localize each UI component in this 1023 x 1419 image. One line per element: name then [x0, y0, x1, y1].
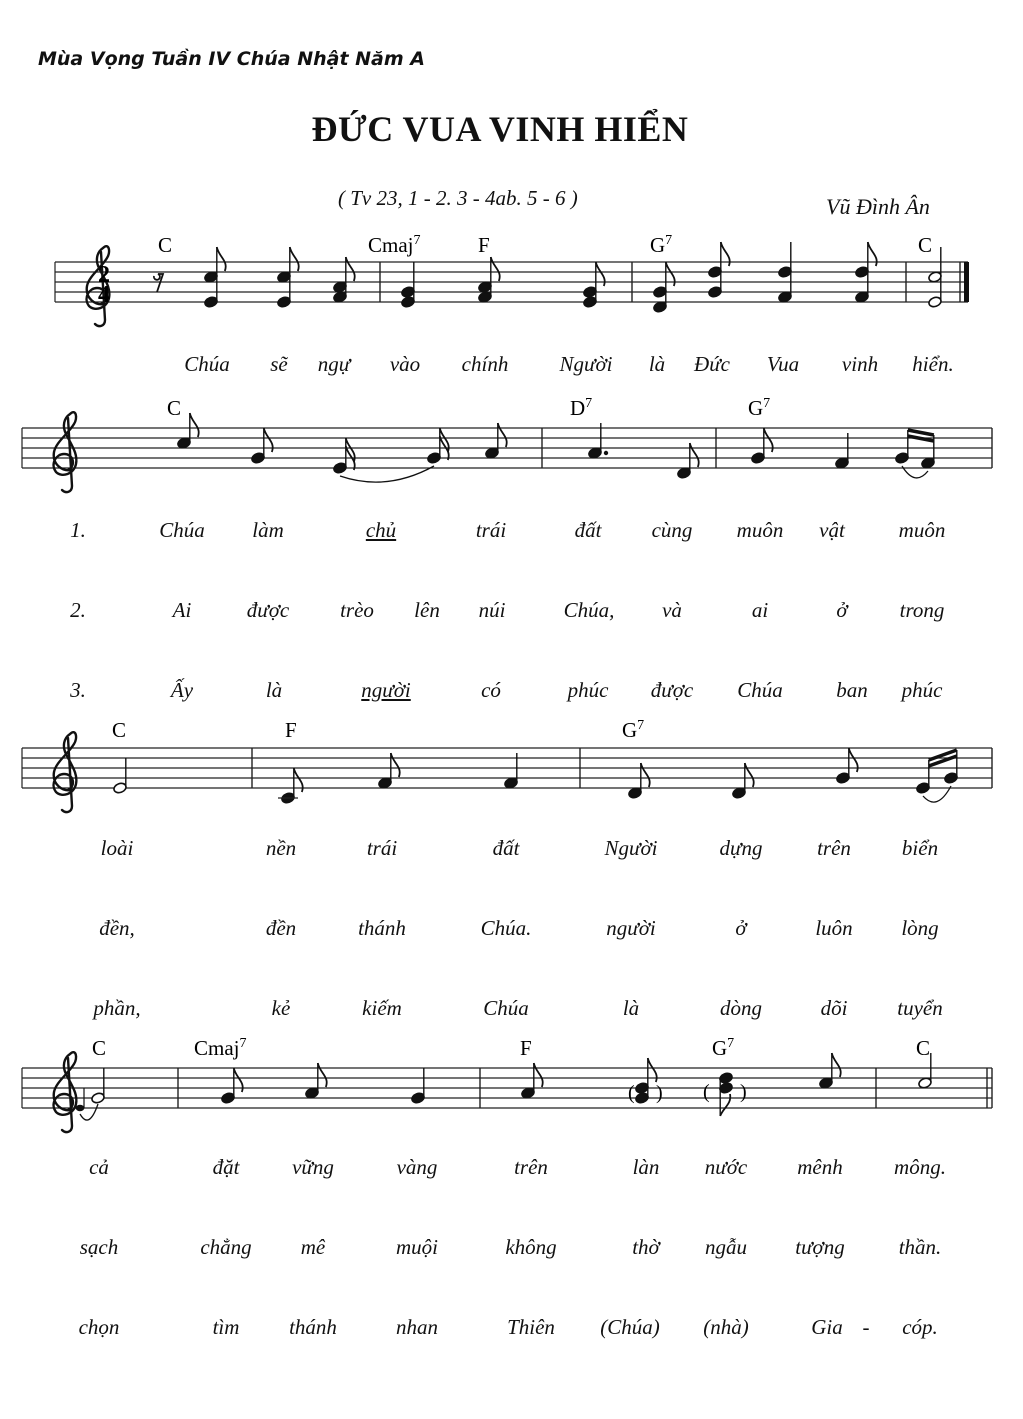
- chord-symbol: C: [92, 1036, 107, 1060]
- lyric-syllable: ai: [751, 598, 769, 622]
- lyric-syllable: kẻ: [271, 996, 291, 1020]
- treble-clef-icon: [54, 732, 77, 812]
- lyric-syllable: hiển.: [912, 352, 954, 376]
- lyric-syllable: phúc: [901, 678, 943, 702]
- lyric-syllable: cùng: [651, 518, 693, 542]
- chord-symbol: $G^7$: [622, 718, 645, 742]
- lyric-syllable: người: [606, 916, 656, 940]
- lyric-syllable: trong: [899, 598, 945, 622]
- lyric-syllable: trái: [475, 518, 507, 542]
- lyric-syllable: dòng: [720, 996, 762, 1020]
- lyric-syllable: cóp.: [902, 1315, 938, 1339]
- note-flag: [491, 257, 500, 281]
- chord-symbol: F: [520, 1036, 532, 1060]
- lyric-syllable: nhan: [396, 1315, 438, 1339]
- lyric-syllable: sẽ: [270, 352, 288, 376]
- lyric-syllable: thánh: [358, 916, 406, 940]
- lyric-syllable: mê: [300, 1235, 326, 1259]
- lyric-syllable: -: [862, 1315, 870, 1339]
- chord-symbol: C: [918, 233, 933, 257]
- lyric-syllable: trên: [817, 836, 851, 860]
- lyric-syllable: thần.: [898, 1235, 942, 1259]
- lyric-syllable: làn: [632, 1155, 660, 1179]
- lyric-syllable: không: [505, 1235, 557, 1259]
- note-flag: [534, 1063, 543, 1087]
- lyric-syllable: nền: [265, 836, 297, 860]
- parenthesis-left: (: [628, 1082, 635, 1104]
- lyric-syllable: ngự: [317, 352, 351, 376]
- parenthesis-right: ): [740, 1081, 747, 1103]
- lyric-syllable: đền: [265, 916, 297, 940]
- lyric-syllable: muôn: [898, 518, 946, 542]
- staff-1: [55, 246, 969, 326]
- lyric-syllable: vững: [292, 1155, 334, 1179]
- lyric-syllable: loài: [100, 836, 134, 860]
- lyric-syllable: là: [648, 352, 666, 376]
- chord-symbol: C: [916, 1036, 931, 1060]
- lyric-syllable: thánh: [289, 1315, 337, 1339]
- lyric-syllable: trên: [514, 1155, 548, 1179]
- lyric-syllable: (Chúa): [600, 1315, 660, 1339]
- lyric-syllable: đất: [574, 518, 602, 542]
- lyric-syllable: người: [361, 678, 411, 702]
- staff-3: [22, 732, 992, 812]
- chord-symbol: F: [285, 718, 297, 742]
- note-flag: [720, 1094, 730, 1116]
- lyric-syllable: Đức: [694, 352, 730, 376]
- lyric-syllable: tìm: [212, 1315, 240, 1339]
- lyric-syllable: dõi: [820, 996, 848, 1020]
- lyric-syllable: Chúa: [159, 518, 205, 542]
- note-flag: [832, 1053, 841, 1077]
- lyric-syllable: thờ: [632, 1235, 660, 1259]
- lyric-syllable: kiếm: [362, 996, 402, 1020]
- parenthesis-right: ): [656, 1082, 663, 1104]
- time-signature-bottom: 4: [98, 282, 110, 308]
- lyric-syllable: muôn: [736, 518, 784, 542]
- note-flag: [217, 247, 226, 271]
- note-beam: [908, 436, 934, 441]
- lyric-syllable: Vua: [766, 352, 800, 376]
- lyric-syllable: Chúa,: [563, 598, 615, 622]
- lyric-syllable: chọn: [78, 1315, 120, 1339]
- lyric-syllable: được: [246, 598, 290, 622]
- staff-4: [22, 1052, 992, 1132]
- lyric-syllable: ngẫu: [705, 1235, 747, 1259]
- lyric-syllable: làm: [252, 518, 284, 542]
- lyric-syllable: tuyển: [897, 996, 943, 1020]
- chord-symbol: C: [112, 718, 127, 742]
- note-flag: [641, 763, 650, 787]
- lyric-syllable: nước: [704, 1155, 748, 1179]
- lyric-syllable: muội: [396, 1235, 438, 1259]
- note-flag: [498, 423, 507, 447]
- lyric-syllable: Ai: [172, 598, 192, 622]
- lyric-syllable: núi: [478, 598, 506, 622]
- lyric-syllable: sạch: [79, 1235, 119, 1259]
- lyric-syllable: Chúa: [483, 996, 529, 1020]
- composer-name: Vũ Đình Ân: [826, 194, 930, 219]
- lyric-syllable: 2.: [70, 598, 86, 622]
- treble-clef-icon: [54, 412, 77, 492]
- chord-symbol: Cmaj$^7$: [368, 233, 421, 257]
- lyric-syllable: đền,: [99, 916, 135, 940]
- lyric-syllable: ban: [836, 678, 868, 702]
- lyric-syllable: mênh: [797, 1155, 843, 1179]
- lyric-syllable: đất: [492, 836, 520, 860]
- lyric-syllable: là: [622, 996, 640, 1020]
- chord-symbol: $G^7$: [712, 1036, 735, 1060]
- chord-symbol: $G^7$: [748, 396, 771, 420]
- eighth-rest-icon: [154, 274, 163, 292]
- lyric-syllable: Người: [604, 836, 658, 860]
- note-flag: [190, 413, 199, 437]
- chord-symbol: Cmaj$^7$: [194, 1036, 247, 1060]
- lyric-syllable: được: [650, 678, 694, 702]
- lyric-syllable: luôn: [815, 916, 853, 940]
- note-flag: [318, 1063, 327, 1087]
- lyric-syllable: lòng: [901, 916, 939, 940]
- lyric-syllable: dựng: [719, 836, 763, 860]
- note-beam: [908, 430, 934, 435]
- note-flag: [290, 247, 299, 271]
- augmentation-dot: [604, 451, 608, 455]
- lyric-syllable: vào: [389, 352, 421, 376]
- lyric-syllable: Thiên: [507, 1315, 555, 1339]
- treble-clef-icon: [54, 1052, 77, 1132]
- note-flag: [391, 753, 400, 777]
- lyric-syllable: Người: [559, 352, 613, 376]
- chord-symbol: F: [478, 233, 490, 257]
- lyric-syllable: Gia: [811, 1315, 843, 1339]
- time-signature-top: 2: [98, 262, 110, 288]
- lyric-syllable: phúc: [567, 678, 609, 702]
- chord-symbol: $G^7$: [650, 233, 673, 257]
- lyric-syllable: Ấy: [170, 678, 194, 702]
- grace-note-head: [76, 1105, 85, 1111]
- psalm-reference: ( Tv 23, 1 - 2. 3 - 4ab. 5 - 6 ): [338, 186, 578, 210]
- lyric-syllable: đặt: [212, 1155, 240, 1179]
- lyric-syllable: chính: [461, 352, 509, 376]
- lyric-syllable: có: [481, 678, 501, 702]
- chord-symbol: C: [167, 396, 182, 420]
- note-flag: [346, 257, 355, 281]
- lyric-syllable: 1.: [70, 518, 86, 542]
- lyric-syllable: Chúa.: [480, 916, 532, 940]
- lyric-syllable: vinh: [841, 352, 879, 376]
- lyric-syllable: 3.: [70, 678, 86, 702]
- final-barline: [964, 262, 969, 302]
- lyric-syllable: biển: [901, 836, 939, 860]
- lyric-syllable: Chúa: [184, 352, 230, 376]
- lyric-syllable: ở: [735, 916, 747, 940]
- lyric-syllable: vàng: [396, 1155, 438, 1179]
- chord-symbol: C: [158, 233, 173, 257]
- song-title: ĐỨC VUA VINH HIỂN: [311, 109, 689, 149]
- lyric-syllable: mông.: [894, 1155, 946, 1179]
- lyric-syllable: chủ: [365, 518, 397, 542]
- lyric-syllable: vật: [819, 518, 845, 542]
- parenthesis-left: (: [703, 1081, 710, 1103]
- lyric-syllable: chẳng: [200, 1235, 252, 1259]
- lyric-syllable: trèo: [340, 598, 374, 622]
- liturgy-heading: Mùa Vọng Tuần IV Chúa Nhật Năm A: [38, 48, 425, 70]
- lyric-syllable: trái: [366, 836, 398, 860]
- chord-symbol: $D^7$: [570, 396, 593, 420]
- lyric-syllable: cả: [89, 1155, 109, 1179]
- lyric-syllable: là: [265, 678, 283, 702]
- lyric-syllable: và: [662, 598, 682, 622]
- lyric-syllable: ở: [836, 598, 848, 622]
- staff-2: [22, 412, 992, 492]
- lyric-syllable: lên: [414, 598, 440, 622]
- note-flag: [745, 763, 754, 787]
- lyric-syllable: (nhà): [703, 1315, 749, 1339]
- lyric-syllable: Chúa: [737, 678, 783, 702]
- lyric-syllable: tượng: [795, 1235, 845, 1259]
- note-flag: [690, 443, 699, 467]
- lyric-syllable: phần,: [93, 996, 141, 1020]
